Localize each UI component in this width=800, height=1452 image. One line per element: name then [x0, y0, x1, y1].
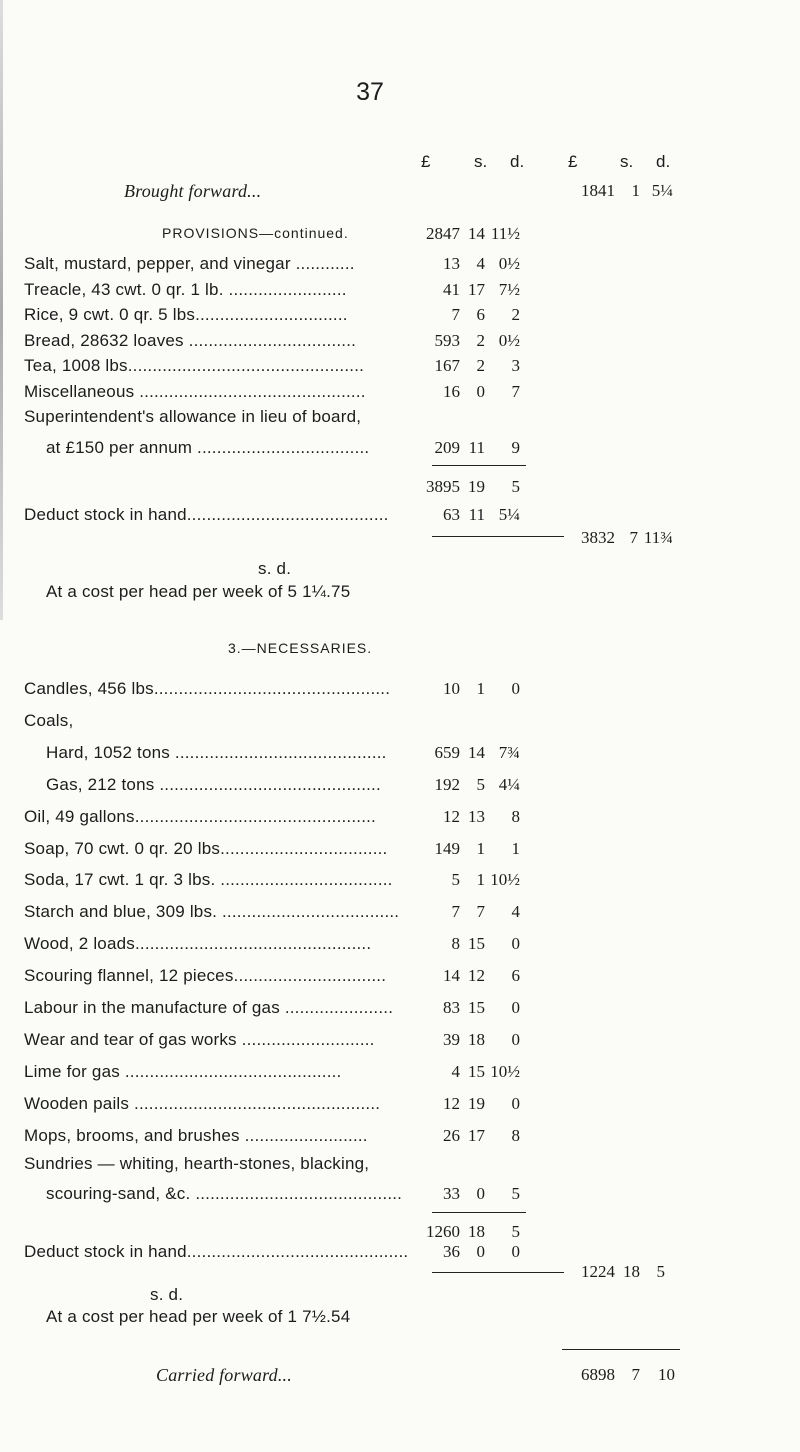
line-item-label: Oil, 49 gallons.................................................: [24, 806, 376, 826]
line-item-label: Candles, 456 lbs................................................: [24, 679, 391, 698]
necessaries-cost-per-head: At a cost per head per week of 1 7½.54: [46, 1307, 351, 1326]
line-item-pounds: 4: [451, 1061, 460, 1081]
line-item-shillings: 4: [476, 254, 485, 273]
provisions-net-pence: 11¾: [643, 528, 673, 547]
line-item-pounds: 192: [434, 774, 460, 794]
provisions-total-pence: 5: [511, 477, 520, 496]
provisions-total-pounds: 3895: [426, 477, 460, 496]
line-item-pence: 6: [511, 966, 520, 986]
line-item-pence: 7½: [498, 279, 520, 299]
line-item-label: Wood, 2 loads................................................: [24, 934, 372, 954]
line-item-shillings: 2: [476, 330, 485, 350]
line-item-pounds: 7: [451, 305, 460, 325]
necessaries-deduct-shillings: 0: [476, 1242, 485, 1261]
provisions-deduct-pounds: 63: [443, 505, 460, 524]
line-item-pounds: 13: [443, 254, 460, 273]
line-item-pounds: 593: [434, 330, 460, 350]
line-item-shillings: 7: [476, 902, 485, 922]
necessaries-heading: 3.—NECESSARIES.: [228, 640, 373, 656]
line-item-label: Starch and blue, 309 lbs. ....................................: [24, 902, 400, 922]
line-item-label: Treacle, 43 cwt. 0 qr. 1 lb. ........................: [24, 279, 347, 299]
line-item-label: Mops, brooms, and brushes .........................: [24, 1125, 368, 1145]
line-item-pounds: 7: [451, 902, 460, 922]
line-item-pounds: 659: [434, 742, 460, 762]
line-item-pence: 10½: [490, 1061, 520, 1081]
line-item-pounds: 5: [451, 870, 460, 890]
page-number: 37: [356, 78, 384, 106]
line-item-pence: 0: [511, 1093, 520, 1113]
sundries-line1: Sundries — whiting, hearth-stones, blacking,: [24, 1154, 370, 1173]
line-item-shillings: 15: [468, 934, 485, 954]
line-item-pounds: 8: [451, 934, 460, 954]
carried-forward-pounds: 6898: [581, 1365, 615, 1384]
line-item-pence: 1: [511, 838, 520, 858]
line-item-label: Wooden pails ..................................................: [24, 1093, 381, 1113]
necessaries-cost-sd: s. d.: [150, 1285, 184, 1304]
line-item-pounds: 12: [443, 806, 460, 826]
line-item-pence: 4: [511, 902, 520, 922]
line-item-shillings: 15: [468, 1061, 485, 1081]
provisions-net-rule: [432, 536, 564, 537]
sundries-shillings: 0: [476, 1184, 485, 1203]
line-item-shillings: 1: [476, 838, 485, 858]
col-shilling-header: s.: [474, 152, 488, 171]
necessaries-total-pence: 5: [511, 1222, 520, 1241]
line-item-label: Soap, 70 cwt. 0 qr. 20 lbs..................................: [24, 838, 388, 858]
brought-forward-pence: 5¼: [651, 181, 673, 200]
col-pound2-header: £: [568, 152, 578, 171]
line-item-label: Labour in the manufacture of gas ......................: [24, 998, 394, 1017]
line-item-pence: 10½: [490, 870, 520, 890]
line-item-shillings: 13: [468, 806, 485, 826]
necessaries-deduct-label: Deduct stock in hand.............................................: [24, 1242, 409, 1261]
line-item-pounds: 12: [443, 1093, 460, 1113]
provisions-net-shillings: 7: [629, 528, 638, 547]
line-item-shillings: 17: [468, 279, 485, 299]
line-item-pence: 2: [511, 305, 520, 325]
line-item-pence: 7¾: [498, 742, 520, 762]
line-item-shillings: 1: [476, 870, 485, 890]
line-item-pounds: 167: [434, 356, 460, 376]
necessaries-deduct-pounds: 36: [443, 1242, 460, 1261]
line-item-shillings: 1: [476, 679, 485, 698]
line-item-shillings: 12: [468, 966, 485, 986]
col-shilling2-header: s.: [620, 152, 634, 171]
line-item-pounds: 10: [443, 679, 460, 698]
provisions-cost-per-head: At a cost per head per week of 5 1¼.75: [46, 582, 351, 601]
col-pence-header: d.: [510, 152, 525, 171]
line-item-pounds: 149: [434, 838, 460, 858]
allowance-shillings: 11: [468, 438, 485, 457]
provisions-heading: PROVISIONS—continued.: [162, 225, 349, 241]
line-item-pounds: 14: [443, 966, 460, 986]
provisions-total-shillings: 19: [468, 477, 485, 496]
line-item-pence: 0: [511, 1029, 520, 1049]
line-item-pence: 0: [511, 679, 520, 698]
provisions-start-shillings: 14: [468, 224, 485, 243]
line-item-shillings: 15: [468, 998, 485, 1017]
line-item-label: Scouring flannel, 12 pieces...............................: [24, 966, 387, 986]
line-item-shillings: 2: [476, 356, 485, 376]
line-item-label: Salt, mustard, pepper, and vinegar ............: [24, 254, 355, 273]
line-item-shillings: 6: [476, 305, 485, 325]
necessaries-deduct-pence: 0: [511, 1242, 520, 1261]
line-item-label: Wear and tear of gas works ...........................: [24, 1029, 375, 1049]
sundries-pounds: 33: [443, 1184, 460, 1203]
line-item-pence: 8: [511, 806, 520, 826]
line-item-shillings: 14: [468, 742, 485, 762]
brought-forward-shillings: 1: [631, 181, 640, 200]
allowance-pounds: 209: [434, 438, 460, 457]
line-item-pence: 3: [511, 356, 520, 376]
line-item-pence: 0½: [498, 330, 520, 350]
line-item-pounds: 83: [443, 998, 460, 1017]
line-item-pence: 0: [511, 998, 520, 1017]
necessaries-net-pence: 5: [656, 1262, 665, 1281]
line-item-label: Rice, 9 cwt. 0 qr. 5 lbs...............................: [24, 305, 348, 325]
sundries-line2: scouring-sand, &c. ..........................................: [46, 1184, 403, 1203]
line-item-pence: 4¼: [498, 774, 520, 794]
line-item-pence: 0½: [498, 254, 520, 273]
necessaries-net-pounds: 1224: [581, 1262, 615, 1281]
provisions-net-pounds: 3832: [581, 528, 615, 547]
necessaries-total-pounds: 1260: [426, 1222, 460, 1241]
col-pound-header: £: [421, 152, 431, 171]
line-item-shillings: 19: [468, 1093, 485, 1113]
line-item-pence: 0: [511, 934, 520, 954]
line-item-label: Lime for gas ............................................: [24, 1061, 342, 1081]
line-item-shillings: 0: [476, 382, 485, 401]
provisions-sum-rule: [432, 465, 526, 466]
col-pence2-header: d.: [656, 152, 671, 171]
line-item-shillings: 5: [476, 774, 485, 794]
carried-forward-rule: [562, 1349, 680, 1350]
provisions-start-pence: 11½: [490, 224, 520, 243]
allowance-line2: at £150 per annum ...................................: [46, 438, 370, 457]
provisions-start-pounds: 2847: [426, 224, 460, 243]
brought-forward-label: Brought forward...: [124, 181, 262, 201]
carried-forward-shillings: 7: [631, 1365, 640, 1384]
line-item-pence: 8: [511, 1125, 520, 1145]
line-item-label: Gas, 212 tons .............................................: [46, 774, 381, 794]
line-item-shillings: 17: [468, 1125, 485, 1145]
line-item-pounds: 26: [443, 1125, 460, 1145]
necessaries-sum-rule: [432, 1212, 526, 1213]
line-item-label: Soda, 17 cwt. 1 qr. 3 lbs. ...................................: [24, 870, 393, 890]
necessaries-net-rule: [432, 1272, 564, 1273]
provisions-deduct-pence: 5¼: [498, 505, 520, 524]
line-item-pounds: 41: [443, 279, 460, 299]
line-item-pounds: 16: [443, 382, 460, 401]
brought-forward-pounds: 1841: [581, 181, 615, 200]
provisions-deduct-label: Deduct stock in hand.........................................: [24, 505, 389, 524]
line-item-label: Coals,: [24, 710, 74, 730]
necessaries-total-shillings: 18: [468, 1222, 485, 1241]
sundries-pence: 5: [511, 1184, 520, 1203]
necessaries-net-shillings: 18: [623, 1262, 640, 1281]
line-item-label: Tea, 1008 lbs................................................: [24, 356, 365, 376]
line-item-label: Miscellaneous ..............................................: [24, 382, 366, 401]
allowance-pence: 9: [511, 438, 520, 457]
line-item-label: Bread, 28632 loaves ..................................: [24, 330, 357, 350]
line-item-shillings: 18: [468, 1029, 485, 1049]
allowance-line1: Superintendent's allowance in lieu of board,: [24, 407, 362, 426]
provisions-cost-sd: s. d.: [258, 559, 292, 578]
carried-forward-pence: 10: [658, 1365, 675, 1384]
carried-forward-label: Carried forward...: [156, 1365, 292, 1385]
line-item-pounds: 39: [443, 1029, 460, 1049]
line-item-pence: 7: [511, 382, 520, 401]
provisions-deduct-shillings: 11: [468, 505, 485, 524]
line-item-label: Hard, 1052 tons ...........................................: [46, 742, 387, 762]
